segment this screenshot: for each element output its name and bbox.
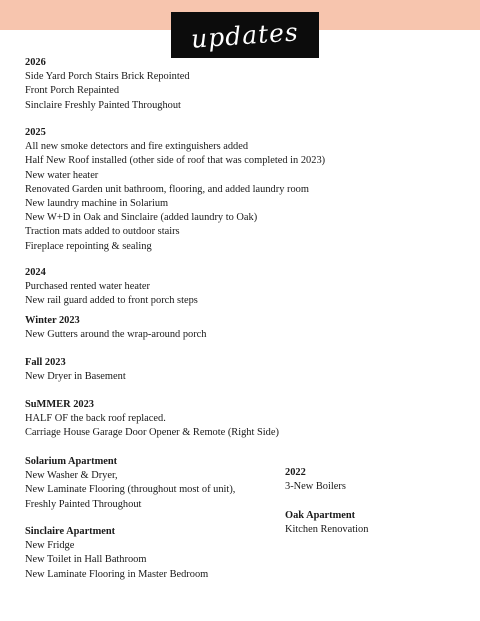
- section-heading: Sinclaire Apartment: [25, 526, 116, 537]
- list-item: New W+D in Oak and Sinclaire (added laundry to Oak): [25, 212, 258, 224]
- section-heading: SuMMER 2023: [25, 399, 94, 410]
- list-item: Kitchen Renovation: [285, 524, 369, 536]
- list-item: New water heater: [25, 169, 99, 181]
- list-item: Purchased rented water heater: [25, 281, 150, 293]
- section-2022: [285, 466, 346, 494]
- section-fall-2023: [25, 356, 126, 384]
- list-item: New rail guard added to front porch steps: [25, 295, 198, 307]
- page-title: updates: [190, 16, 300, 54]
- list-item: Freshly Painted Throughout: [25, 498, 142, 510]
- list-item: New Laminate Flooring (throughout most of unit),: [25, 484, 236, 496]
- section-2025: [25, 126, 325, 254]
- list-item: New Toilet in Hall Bathroom: [25, 554, 147, 566]
- section-summer-2023: [25, 398, 279, 441]
- section-heading: Solarium Apartment: [25, 456, 118, 467]
- title-banner: [171, 12, 319, 58]
- section-heading: 2026: [25, 57, 46, 68]
- section-oak-apartment: [285, 509, 368, 537]
- section-sinclaire-apartment: [25, 525, 208, 582]
- list-item: 3-New Boilers: [285, 481, 346, 493]
- list-item: New Gutters around the wrap-around porch: [25, 329, 207, 341]
- section-heading: Winter 2023: [25, 315, 80, 326]
- section-heading: Fall 2023: [25, 357, 66, 368]
- section-2026: [25, 56, 190, 113]
- section-2024: [25, 266, 198, 309]
- list-item: New laundry machine in Solarium: [25, 198, 169, 210]
- list-item: New Fridge: [25, 540, 75, 552]
- list-item: Side Yard Porch Stairs Brick Repointed: [25, 71, 190, 83]
- list-item: New Laminate Flooring in Master Bedroom: [25, 568, 209, 580]
- list-item: Half New Roof installed (other side of roof that was completed in 2023): [25, 155, 326, 167]
- section-solarium-apartment: [25, 455, 235, 512]
- section-heading: 2024: [25, 267, 46, 278]
- list-item: All new smoke detectors and fire extinguishers added: [25, 141, 249, 153]
- section-winter-2023: [25, 314, 207, 342]
- list-item: Traction mats added to outdoor stairs: [25, 226, 180, 238]
- list-item: HALF OF the back roof replaced.: [25, 413, 166, 425]
- list-item: Carriage House Garage Door Opener & Remote (Right Side): [25, 427, 279, 439]
- section-heading: 2022: [285, 467, 306, 478]
- section-heading: 2025: [25, 127, 46, 138]
- list-item: Renovated Garden unit bathroom, flooring, and added laundry room: [25, 183, 309, 195]
- list-item: New Washer & Dryer,: [25, 470, 118, 482]
- list-item: Fireplace repointing & sealing: [25, 240, 152, 252]
- list-item: Front Porch Repainted: [25, 85, 120, 97]
- list-item: New Dryer in Basement: [25, 371, 126, 383]
- section-heading: Oak Apartment: [285, 510, 356, 521]
- list-item: Sinclaire Freshly Painted Throughout: [25, 99, 181, 111]
